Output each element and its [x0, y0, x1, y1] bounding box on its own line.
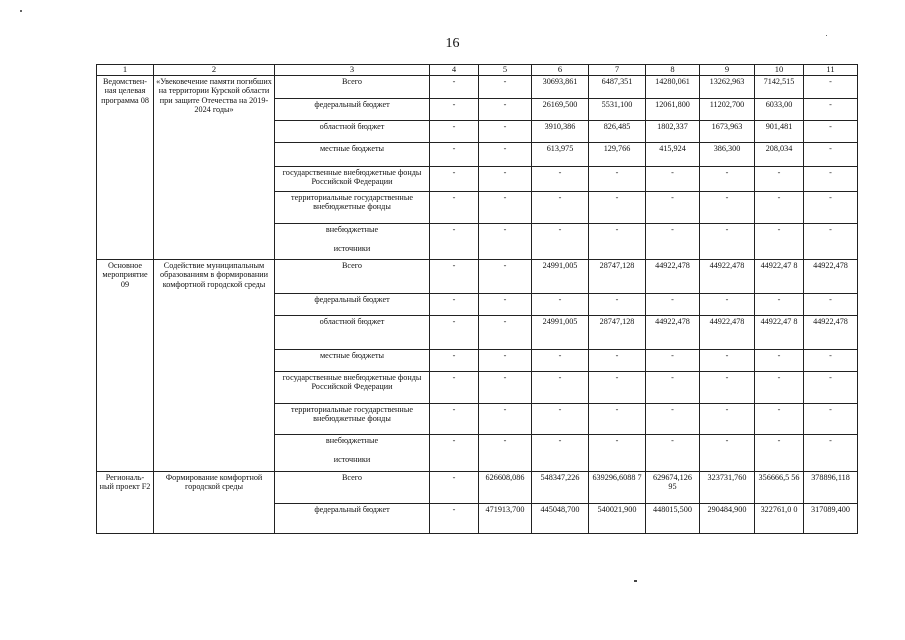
funding-source-name: государственные внебюджетные фонды Российской Федерации: [282, 168, 422, 187]
value-cell: 44922,478: [804, 260, 858, 294]
funding-source-name: территориальные государственные внебюджетные фонды: [291, 193, 413, 212]
column-header: 3: [275, 65, 430, 76]
funding-source-name: Всего: [341, 77, 363, 86]
funding-source-name: федеральный бюджет: [314, 295, 390, 304]
value-cell: 44922,47 8: [755, 260, 804, 294]
value-cell: 12061,800: [646, 99, 700, 121]
table-row: [97, 260, 858, 294]
value-cell: -: [700, 350, 755, 372]
value-cell: -: [589, 167, 646, 192]
funding-source-label: [275, 372, 430, 404]
value-cell: -: [479, 294, 532, 316]
value-cell: -: [430, 472, 479, 504]
value-cell: 356666,5 56: [755, 472, 804, 504]
value-cell: -: [804, 404, 858, 435]
value-cell: 44922,478: [646, 316, 700, 350]
funding-source-label: [275, 143, 430, 167]
value-cell: -: [479, 404, 532, 435]
column-header: 7: [589, 65, 646, 76]
value-cell: -: [700, 404, 755, 435]
value-cell: 613,975: [532, 143, 589, 167]
value-cell: -: [646, 435, 700, 472]
column-header: 10: [755, 65, 804, 76]
value-cell: 290484,900: [700, 504, 755, 534]
value-cell: -: [430, 99, 479, 121]
value-cell: 24991,005: [532, 316, 589, 350]
scan-speck: [20, 10, 22, 12]
value-cell: -: [646, 372, 700, 404]
funding-source-label: [275, 121, 430, 143]
value-cell: -: [700, 192, 755, 224]
value-cell: -: [479, 435, 532, 472]
column-header: 6: [532, 65, 589, 76]
value-cell: 26169,500: [532, 99, 589, 121]
value-cell: -: [430, 435, 479, 472]
column-header: 8: [646, 65, 700, 76]
value-cell: 208,034: [755, 143, 804, 167]
value-cell: -: [589, 404, 646, 435]
value-cell: -: [430, 192, 479, 224]
value-cell: -: [479, 316, 532, 350]
funding-source-name: областной бюджет: [319, 122, 385, 131]
value-cell: -: [589, 224, 646, 260]
value-cell: -: [646, 350, 700, 372]
value-cell: -: [804, 224, 858, 260]
funding-source-name: федеральный бюджет: [314, 100, 390, 109]
column-header: 9: [700, 65, 755, 76]
table-row: [97, 472, 858, 504]
value-cell: -: [532, 372, 589, 404]
funding-source-name: Всего: [341, 473, 363, 482]
value-cell: -: [700, 224, 755, 260]
value-cell: 14280,061: [646, 76, 700, 99]
value-cell: 44922,478: [700, 316, 755, 350]
value-cell: -: [589, 350, 646, 372]
value-cell: -: [646, 167, 700, 192]
funding-source-label: [275, 224, 430, 260]
value-cell: 323731,760: [700, 472, 755, 504]
value-cell: -: [430, 76, 479, 99]
funding-source-name-cont: источники: [333, 243, 371, 253]
funding-source-label: [275, 316, 430, 350]
section-title: Формирование комфортной городской среды: [154, 472, 275, 534]
funding-source-label: [275, 76, 430, 99]
value-cell: -: [430, 224, 479, 260]
value-cell: -: [804, 192, 858, 224]
value-cell: -: [430, 260, 479, 294]
value-cell: 11202,700: [700, 99, 755, 121]
value-cell: -: [804, 76, 858, 99]
funding-source-label: [275, 435, 430, 472]
value-cell: -: [479, 350, 532, 372]
value-cell: -: [755, 224, 804, 260]
value-cell: -: [532, 404, 589, 435]
value-cell: 826,485: [589, 121, 646, 143]
value-cell: -: [700, 294, 755, 316]
value-cell: -: [430, 372, 479, 404]
funding-source-name: территориальные государственные внебюджетные фонды: [291, 405, 413, 424]
column-header: 1: [97, 65, 154, 76]
value-cell: 24991,005: [532, 260, 589, 294]
value-cell: -: [804, 99, 858, 121]
value-cell: 30693,861: [532, 76, 589, 99]
value-cell: -: [479, 76, 532, 99]
value-cell: -: [646, 294, 700, 316]
value-cell: -: [430, 504, 479, 534]
column-header: 11: [804, 65, 858, 76]
value-cell: -: [479, 143, 532, 167]
funding-source-label: [275, 99, 430, 121]
section-title: «Увековечение памяти погибших на территории Курской области при защите Отечества на 2019-2024 годы»: [154, 76, 275, 260]
value-cell: -: [700, 435, 755, 472]
value-cell: -: [700, 167, 755, 192]
value-cell: -: [804, 435, 858, 472]
value-cell: 317089,400: [804, 504, 858, 534]
funding-source-name: областной бюджет: [319, 317, 385, 326]
value-cell: -: [755, 192, 804, 224]
funding-source-name: внебюджетные: [325, 225, 379, 234]
scan-speck: [634, 580, 637, 582]
value-cell: 5531,100: [589, 99, 646, 121]
column-header: 5: [479, 65, 532, 76]
section-code: Ведомствен-ная целевая программа 08: [97, 76, 154, 260]
value-cell: 13262,963: [700, 76, 755, 99]
value-cell: 378896,118: [804, 472, 858, 504]
value-cell: -: [646, 404, 700, 435]
value-cell: -: [646, 224, 700, 260]
value-cell: -: [479, 224, 532, 260]
value-cell: -: [430, 143, 479, 167]
value-cell: 448015,500: [646, 504, 700, 534]
value-cell: 639296,6088 7: [589, 472, 646, 504]
value-cell: -: [646, 192, 700, 224]
value-cell: 322761,0 0: [755, 504, 804, 534]
value-cell: -: [532, 294, 589, 316]
value-cell: -: [804, 372, 858, 404]
value-cell: -: [700, 372, 755, 404]
funding-source-name: Всего: [341, 261, 363, 270]
value-cell: 1802,337: [646, 121, 700, 143]
value-cell: -: [479, 260, 532, 294]
value-cell: -: [755, 350, 804, 372]
value-cell: -: [804, 143, 858, 167]
funding-source-label: [275, 404, 430, 435]
funding-source-label: [275, 504, 430, 534]
value-cell: 3910,386: [532, 121, 589, 143]
value-cell: 629674,126 95: [646, 472, 700, 504]
value-cell: 44922,478: [646, 260, 700, 294]
value-cell: -: [532, 350, 589, 372]
funding-source-name: внебюджетные: [325, 436, 379, 445]
value-cell: 44922,478: [804, 316, 858, 350]
value-cell: 626608,086: [479, 472, 532, 504]
value-cell: 44922,47 8: [755, 316, 804, 350]
funding-source-name: федеральный бюджет: [314, 505, 390, 514]
value-cell: 6487,351: [589, 76, 646, 99]
value-cell: -: [589, 435, 646, 472]
funding-source-label: [275, 472, 430, 504]
header-row: [97, 65, 858, 76]
value-cell: 1673,963: [700, 121, 755, 143]
value-cell: 129,766: [589, 143, 646, 167]
value-cell: -: [755, 372, 804, 404]
funding-source-name: местные бюджеты: [319, 351, 385, 360]
value-cell: 548347,226: [532, 472, 589, 504]
value-cell: 471913,700: [479, 504, 532, 534]
value-cell: -: [479, 192, 532, 224]
value-cell: 901,481: [755, 121, 804, 143]
value-cell: -: [532, 167, 589, 192]
value-cell: -: [479, 99, 532, 121]
value-cell: -: [804, 294, 858, 316]
value-cell: 386,300: [700, 143, 755, 167]
value-cell: 6033,00: [755, 99, 804, 121]
value-cell: 415,924: [646, 143, 700, 167]
value-cell: -: [589, 192, 646, 224]
budget-table: [96, 64, 858, 534]
value-cell: -: [479, 121, 532, 143]
funding-source-name: государственные внебюджетные фонды Российской Федерации: [282, 373, 422, 392]
value-cell: -: [804, 167, 858, 192]
value-cell: -: [430, 167, 479, 192]
funding-source-label: [275, 350, 430, 372]
value-cell: -: [479, 372, 532, 404]
value-cell: 540021,900: [589, 504, 646, 534]
value-cell: -: [589, 372, 646, 404]
value-cell: 445048,700: [532, 504, 589, 534]
value-cell: -: [479, 167, 532, 192]
value-cell: -: [430, 404, 479, 435]
value-cell: -: [430, 350, 479, 372]
value-cell: -: [589, 294, 646, 316]
section-title: Содействие муниципальным образованиям в формировании комфортной городской среды: [154, 260, 275, 472]
value-cell: -: [755, 294, 804, 316]
funding-source-label: [275, 260, 430, 294]
value-cell: -: [755, 404, 804, 435]
value-cell: -: [430, 294, 479, 316]
funding-source-name: местные бюджеты: [319, 144, 385, 153]
value-cell: -: [755, 435, 804, 472]
section-code: Основное мероприятие 09: [97, 260, 154, 472]
value-cell: -: [430, 316, 479, 350]
value-cell: 44922,478: [700, 260, 755, 294]
value-cell: -: [430, 121, 479, 143]
value-cell: -: [532, 192, 589, 224]
page-number: 16: [445, 36, 460, 51]
section-code: Региональ-ный проект F2: [97, 472, 154, 534]
value-cell: -: [755, 167, 804, 192]
value-cell: 7142,515: [755, 76, 804, 99]
value-cell: -: [532, 435, 589, 472]
value-cell: 28747,128: [589, 260, 646, 294]
value-cell: -: [804, 121, 858, 143]
funding-source-name-cont: источники: [333, 454, 371, 464]
funding-source-label: [275, 167, 430, 192]
table-row: [97, 76, 858, 99]
value-cell: -: [804, 350, 858, 372]
value-cell: -: [532, 224, 589, 260]
funding-source-label: [275, 192, 430, 224]
funding-source-label: [275, 294, 430, 316]
column-header: 4: [430, 65, 479, 76]
value-cell: 28747,128: [589, 316, 646, 350]
column-header: 2: [154, 65, 275, 76]
